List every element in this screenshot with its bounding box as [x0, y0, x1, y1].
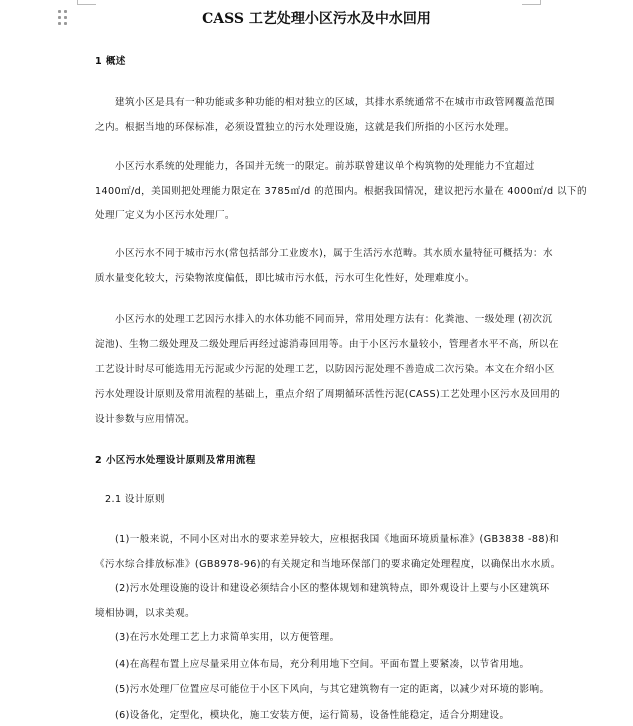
paragraph-line: (6)设备化，定型化，模块化，施工安装方便，运行简易，设备性能稳定，适合分期建设。 [95, 710, 510, 721]
subsection-heading: 2.1 设计原则 [95, 494, 165, 505]
paragraph-line: 之内。根据当地的环保标准，必须设置独立的污水处理设施，这就是我们所指的小区污水处理。 [95, 122, 515, 133]
paragraph-line: 1400㎡/d，美国则把处理能力限定在 3785㎡/d 的范围内。根据我国情况，建议把污水量在 4000㎡/d 以下的 [95, 186, 587, 197]
paragraph-line: 设计参数与应用情况。 [95, 414, 195, 425]
paragraph-line: 污水处理设计原则及常用流程的基础上，重点介绍了周期循环活性污泥(CASS)工艺处理小区污水及回用的 [95, 389, 561, 400]
page-corner-mark-right [522, 0, 541, 5]
document-title: CASS 工艺处理小区污水及中水回用 [202, 11, 431, 27]
section-heading: 2 小区污水处理设计原则及常用流程 [95, 455, 256, 466]
paragraph-line: (2)污水处理设施的设计和建设必须结合小区的整体规划和建筑特点，即外观设计上要与小区建筑环 [95, 583, 550, 594]
paragraph-line: 境相协调，以求美观。 [95, 608, 195, 619]
paragraph-line: 工艺设计时尽可能选用无污泥或少污泥的处理工艺，以防因污泥处理不善造成二次污染。本文在介绍小区 [95, 364, 555, 375]
paragraph-line: 小区污水系统的处理能力，各国并无统一的限定。前苏联曾建议单个构筑物的处理能力不宜超过 [95, 161, 535, 172]
paragraph-line: 淀池)、生物二级处理及二级处理后再经过滤消毒回用等。由于小区污水量较小，管理者水平不高，所以在 [95, 339, 559, 350]
paragraph-line: 小区污水的处理工艺因污水排入的水体功能不同而异，常用处理方法有：化粪池、一级处理 (初次沉 [95, 314, 553, 325]
paragraph-line: (3)在污水处理工艺上力求简单实用，以方便管理。 [95, 632, 340, 643]
paragraph-line: 质水量变化较大，污染物浓度偏低，即比城市污水低，污水可生化性好，处理难度小。 [95, 273, 475, 284]
paragraph-line: (4)在高程布置上应尽量采用立体布局，充分利用地下空间。平面布置上要紧凑，以节省用地。 [95, 659, 530, 670]
paragraph-line: 处理厂定义为小区污水处理厂。 [95, 210, 235, 221]
paragraph-line: (5)污水处理厂位置应尽可能位于小区下风向，与其它建筑物有一定的距离，以减少对环境的影响。 [95, 684, 550, 695]
section-heading: 1 概述 [95, 56, 126, 67]
page-corner-mark-left [77, 0, 96, 5]
paragraph-line: 建筑小区是具有一种功能或多种功能的相对独立的区域，其排水系统通常不在城市市政管网覆盖范围 [95, 97, 555, 108]
paragraph-line: 小区污水不同于城市污水(常包括部分工业废水)，属于生活污水范畴。其水质水量特征可概括为：水 [95, 248, 554, 259]
paragraph-line: 《污水综合排放标准》(GB8978-96)的有关规定和当地环保部门的要求确定处理程度，以确保出水水质。 [95, 559, 561, 570]
paragraph-line: (1)一般来说，不同小区对出水的要求差异较大，应根据我国《地面环境质量标准》(GB3838 -88)和 [95, 534, 559, 545]
